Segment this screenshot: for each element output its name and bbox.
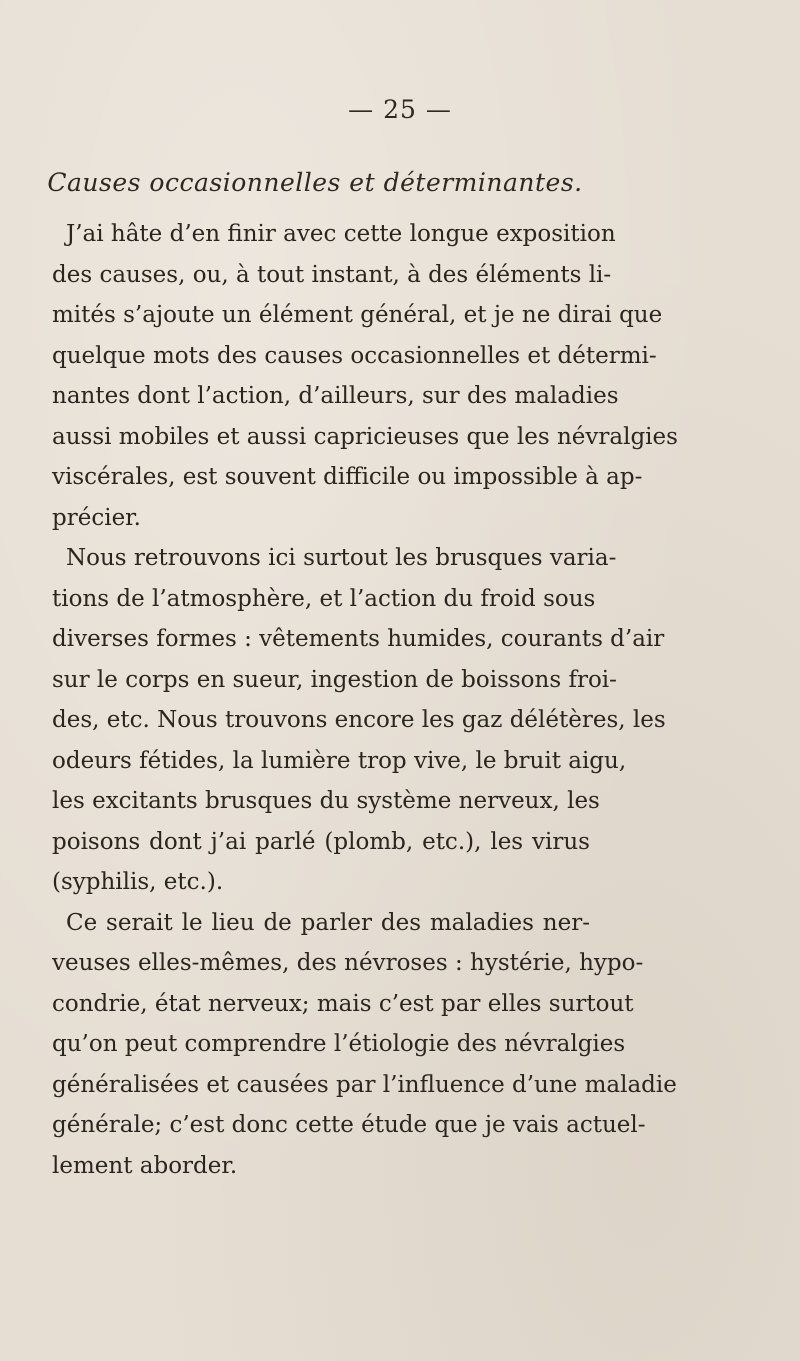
text-line: diverses formes : vêtements humides, courants d’air <box>52 626 665 652</box>
text-line: tions de l’atmosphère, et l’action du froid sous <box>52 585 596 612</box>
text-line: sur le corps en sueur, ingestion de boissons froi- <box>52 666 617 693</box>
page-number: — 25 — <box>348 95 452 124</box>
section-title: Causes occasionnelles et déterminantes. <box>47 168 583 197</box>
text-line: (syphilis, etc.). <box>52 869 224 895</box>
text-line: J’ai hâte d’en finir avec cette longue exposition <box>66 221 616 247</box>
text-line: quelque mots des causes occasionnelles et détermi- <box>52 342 657 369</box>
text-line: généralisées et causées par l’influence d’une maladie <box>52 1071 677 1098</box>
text-line: poisons dont j’ai parlé (plomb, etc.), les virus <box>52 828 590 855</box>
text-line: Ce serait le lieu de parler des maladies ner- <box>66 909 590 936</box>
text-line: viscérales, est souvent difficile ou impossible à ap- <box>52 464 643 490</box>
text-line: aussi mobiles et aussi capricieuses que les névralgies <box>52 423 678 450</box>
text-line: condrie, état nerveux; mais c’est par elles surtout <box>52 990 634 1017</box>
text-line: précier. <box>52 504 141 531</box>
text-line: les excitants brusques du système nerveux, les <box>52 788 600 814</box>
text-line: qu’on peut comprendre l’étiologie des névralgies <box>52 1031 626 1057</box>
text-line: des causes, ou, à tout instant, à des éléments li- <box>52 261 612 288</box>
text-line: générale; c’est donc cette étude que je vais actuel- <box>52 1112 646 1138</box>
text-line: nantes dont l’action, d’ailleurs, sur des maladies <box>52 383 619 409</box>
text-line: odeurs fétides, la lumière trop vive, le bruit aigu, <box>52 747 627 774</box>
text-line: Nous retrouvons ici surtout les brusques varia- <box>66 545 617 571</box>
text-line: lement aborder. <box>52 1152 238 1179</box>
text-line: veuses elles-mêmes, des névroses : hystérie, hypo- <box>52 950 644 976</box>
text-line: des, etc. Nous trouvons encore les gaz délétères, les <box>52 707 666 733</box>
body-text <box>52 214 678 1186</box>
text-line: mités s’ajoute un élément général, et je ne dirai que <box>52 302 663 328</box>
